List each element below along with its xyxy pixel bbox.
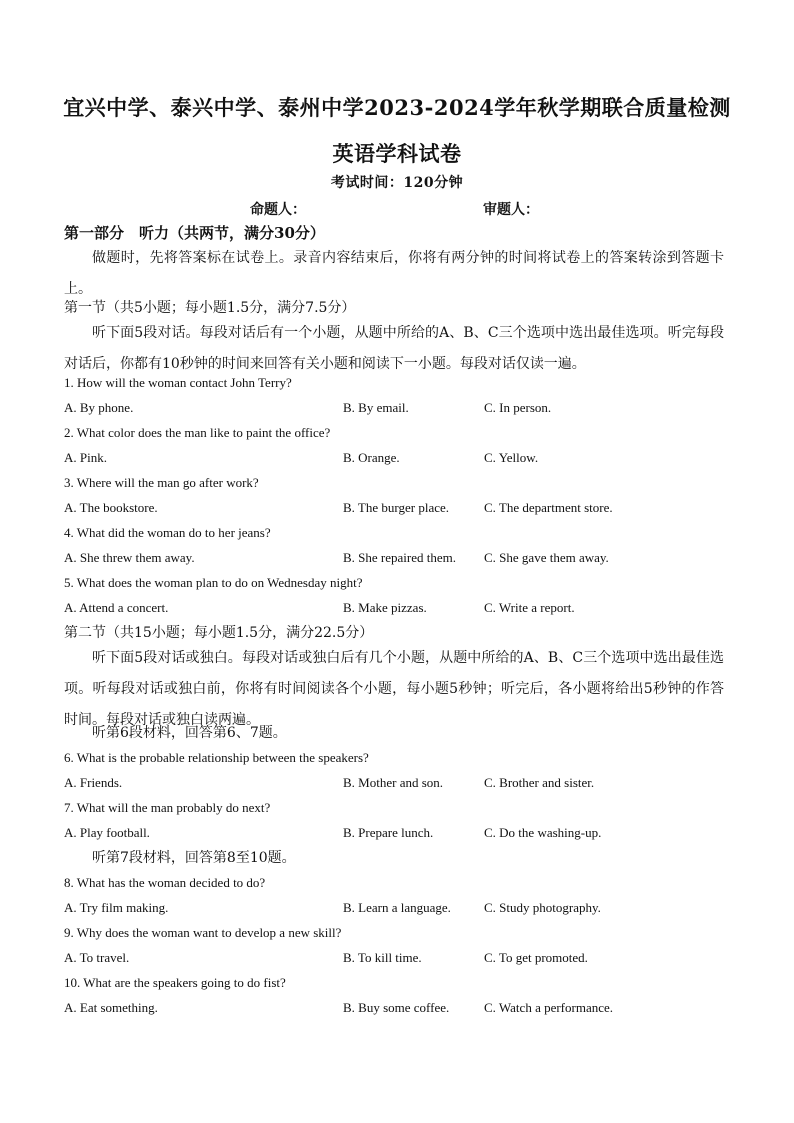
q1-option-b: B. By email. bbox=[343, 400, 409, 415]
q4-option-a: A. She threw them away. bbox=[64, 550, 195, 565]
q9-option-a: A. To travel. bbox=[64, 950, 130, 965]
reviewer-label: 审题人： bbox=[483, 202, 539, 218]
q3-option-a: A. The bookstore. bbox=[64, 500, 158, 515]
section2-heading: 第二节（共15小题；每小题1.5分，满分22.5分） bbox=[64, 625, 374, 641]
q9-option-b: B. To kill time. bbox=[343, 950, 422, 965]
question-6: 6. What is the probable relationship between the speakers? bbox=[64, 750, 369, 765]
q8-option-b: B. Learn a language. bbox=[343, 900, 451, 915]
q2-option-c: C. Yellow. bbox=[484, 450, 539, 465]
exam-title: 宜兴中学、泰兴中学、泰州中学2023-2024学年秋学期联合质量检测 bbox=[63, 95, 731, 120]
q6-option-c: C. Brother and sister. bbox=[484, 775, 595, 790]
q1-option-c: C. In person. bbox=[484, 400, 552, 415]
exam-subtitle: 英语学科试卷 bbox=[332, 141, 462, 166]
part1-instruction: 做题时，先将答案标在试卷上。录音内容结束后，你将有两分钟的时间将试卷上的答案转涂到答题卡上。 bbox=[64, 250, 724, 297]
q7-option-b: B. Prepare lunch. bbox=[343, 825, 434, 840]
q2-option-b: B. Orange. bbox=[343, 450, 400, 465]
q5-option-c: C. Write a report. bbox=[484, 600, 575, 615]
proposer-label: 命题人： bbox=[250, 202, 306, 218]
material-6-note: 听第6段材料，回答第6、7题。 bbox=[92, 725, 287, 741]
question-8: 8. What has the woman decided to do? bbox=[64, 875, 266, 890]
q9-option-c: C. To get promoted. bbox=[484, 950, 588, 965]
q1-option-a: A. By phone. bbox=[64, 400, 134, 415]
part1-heading: 第一部分 听力（共两节，满分30分） bbox=[64, 224, 325, 242]
q8-option-c: C. Study photography. bbox=[484, 900, 601, 915]
q10-option-b: B. Buy some coffee. bbox=[343, 1000, 450, 1015]
question-3: 3. Where will the man go after work? bbox=[64, 475, 259, 490]
q3-option-b: B. The burger place. bbox=[343, 500, 450, 515]
q2-option-a: A. Pink. bbox=[64, 450, 107, 465]
question-4: 4. What did the woman do to her jeans? bbox=[64, 525, 271, 540]
section2-instruction: 听下面5段对话或独白。每段对话或独白后有几个小题，从题中所给的A、B、C三个选项中选出最佳选项。听每段对话或独白前，你将有时间阅读各个小题，每小题5秒钟；听完后，各小题将给出5秒钟的作答时间。每段对话或独白读两遍。 bbox=[64, 650, 724, 728]
q6-option-a: A. Friends. bbox=[64, 775, 123, 790]
q5-option-b: B. Make pizzas. bbox=[343, 600, 427, 615]
q5-option-a: A. Attend a concert. bbox=[64, 600, 169, 615]
question-7: 7. What will the man probably do next? bbox=[64, 800, 271, 815]
q10-option-c: C. Watch a performance. bbox=[484, 1000, 614, 1015]
question-5: 5. What does the woman plan to do on Wednesday night? bbox=[64, 575, 363, 590]
q4-option-b: B. She repaired them. bbox=[343, 550, 456, 565]
q6-option-b: B. Mother and son. bbox=[343, 775, 444, 790]
exam-time: 考试时间：120分钟 bbox=[330, 175, 464, 191]
q3-option-c: C. The department store. bbox=[484, 500, 613, 515]
question-1: 1. How will the woman contact John Terry? bbox=[64, 375, 292, 390]
question-9: 9. Why does the woman want to develop a new skill? bbox=[64, 925, 342, 940]
question-10: 10. What are the speakers going to do fist? bbox=[64, 975, 286, 990]
q7-option-a: A. Play football. bbox=[64, 825, 150, 840]
question-2: 2. What color does the man like to paint the office? bbox=[64, 425, 331, 440]
q10-option-a: A. Eat something. bbox=[64, 1000, 158, 1015]
q4-option-c: C. She gave them away. bbox=[484, 550, 609, 565]
section1-instruction: 听下面5段对话。每段对话后有一个小题，从题中所给的A、B、C三个选项中选出最佳选项。听完每段对话后，你都有10秒钟的时间来回答有关小题和阅读下一小题。每段对话仅读一遍。 bbox=[64, 325, 724, 372]
q7-option-c: C. Do the washing-up. bbox=[484, 825, 602, 840]
material-7-note: 听第7段材料，回答第8至10题。 bbox=[92, 850, 296, 866]
section1-heading: 第一节（共5小题；每小题1.5分，满分7.5分） bbox=[64, 300, 356, 316]
q8-option-a: A. Try film making. bbox=[64, 900, 169, 915]
